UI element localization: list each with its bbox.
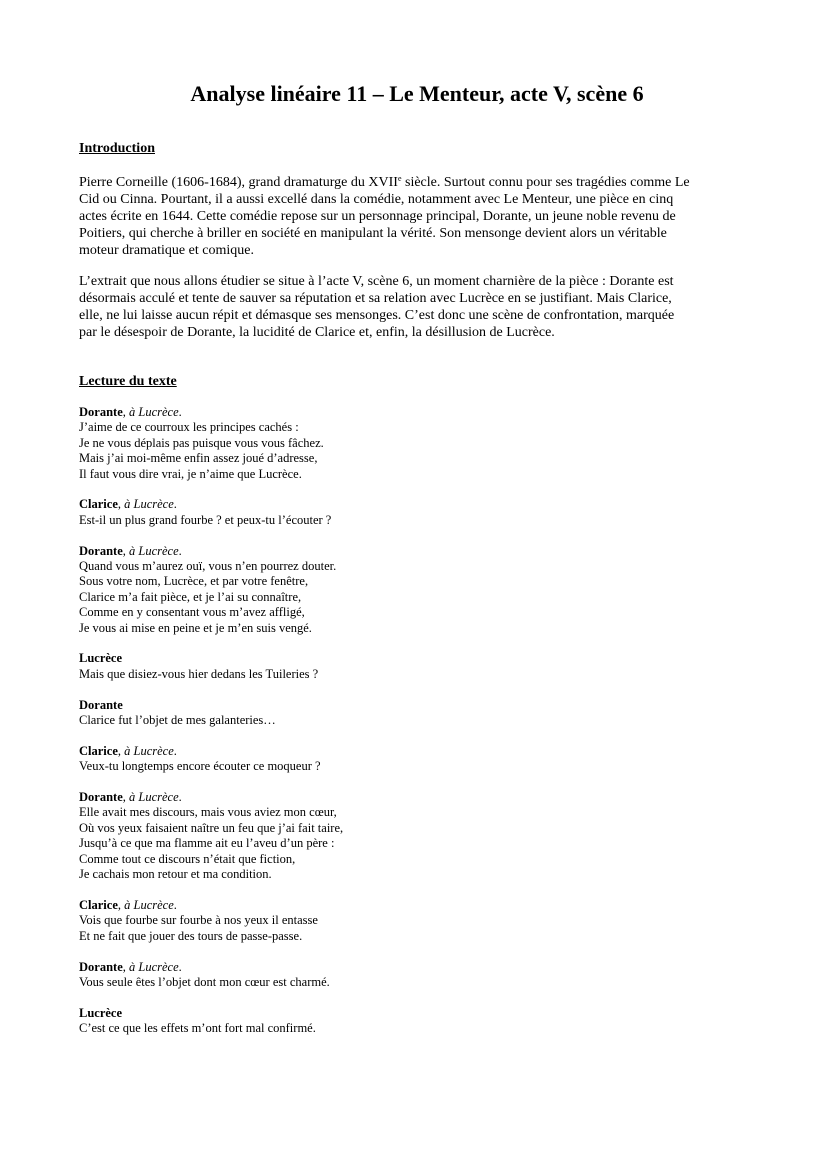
paragraph-line: par le désespoir de Dorante, la lucidité de Clarice et, enfin, la désillusion de Lucrèce. — [79, 325, 555, 340]
tirade — [79, 698, 755, 729]
play-excerpt — [79, 405, 755, 1052]
introduction-heading: Introduction — [79, 141, 155, 156]
verse-line: J’aime de ce courroux les principes cachés : — [79, 420, 299, 435]
stage-direction: à Lucrèce — [129, 790, 179, 805]
speaker-name: Dorante — [79, 697, 123, 712]
paragraph-line — [79, 174, 755, 191]
introduction-paragraph-2 — [79, 273, 755, 341]
verse-line: Jusqu’à ce que ma flamme ait eu l’aveu d’un père : — [79, 836, 335, 851]
stage-direction: à Lucrèce — [129, 959, 179, 974]
verse-line: Est-il un plus grand fourbe ? et peux-tu l’écouter ? — [79, 512, 332, 527]
speaker-line — [79, 1006, 755, 1021]
verse-line: Sous votre nom, Lucrèce, et par votre fenêtre, — [79, 574, 309, 589]
speaker-name: Dorante — [79, 405, 123, 419]
paragraph-text: siècle. Surtout connu pour ses tragédies comme Le — [401, 175, 690, 190]
speaker-name: Clarice — [79, 897, 118, 912]
paragraph-line: désormais acculé et tente de sauver sa réputation et sa relation avec Lucrèce en se justifiant. Mais Clarice, — [79, 291, 672, 306]
verse-line: Vous seule êtes l’objet dont mon cœur est charmé. — [79, 974, 330, 989]
verse-line: Clarice fut l’objet de mes galanteries… — [79, 713, 276, 728]
stage-direction: à Lucrèce — [124, 497, 174, 512]
speaker-line: Clarice, à Lucrèce. — [79, 743, 177, 758]
tirade — [79, 1006, 755, 1037]
verse-line: Quand vous m’aurez ouï, vous n’en pourrez douter. — [79, 559, 337, 574]
speaker-name: Dorante — [79, 543, 123, 558]
speaker-line: Dorante, à Lucrèce. — [79, 790, 182, 805]
speaker-name: Lucrèce — [79, 1005, 123, 1020]
speaker-name: Dorante — [79, 790, 123, 805]
verse-line: Je ne vous déplais pas puisque vous vous fâchez. — [79, 435, 324, 450]
speaker-line: Dorante, à Lucrèce. — [79, 543, 182, 558]
tirade — [79, 651, 755, 682]
verse-line: Veux-tu longtemps encore écouter ce moqueur ? — [79, 759, 321, 774]
verse-line: Il faut vous dire vrai, je n’aime que Lucrèce. — [79, 466, 302, 481]
speaker-name: Lucrèce — [79, 651, 123, 666]
paragraph-line: moteur dramatique et comique. — [79, 243, 254, 258]
verse-line: Je vous ai mise en peine et je m’en suis vengé. — [79, 620, 312, 635]
speaker-name: Clarice — [79, 497, 118, 512]
superscript: e — [397, 174, 402, 183]
tirade — [79, 405, 755, 482]
verse-line: Comme en y consentant vous m’avez affligé, — [79, 605, 305, 620]
verse-line: Et ne fait que jouer des tours de passe-passe. — [79, 928, 303, 943]
tirade — [79, 898, 755, 944]
stage-direction: à Lucrèce — [124, 897, 174, 912]
verse-line: Clarice m’a fait pièce, et je l’ai su connaître, — [79, 589, 302, 604]
tirade — [79, 497, 755, 528]
paragraph-line: L’extrait que nous allons étudier se situe à l’acte V, scène 6, un moment charnière de la pièce : Dorante est — [79, 274, 674, 289]
paragraph-text: Pierre Corneille (1606-1684), grand dramaturge du XVII — [79, 175, 398, 190]
speaker-line: Clarice, à Lucrèce. — [79, 497, 177, 512]
paragraph-line: actes écrite en 1644. Cette comédie repose sur un personnage principal, Dorante, un jeune noble revenu de — [79, 209, 676, 224]
verse-line: Elle avait mes discours, mais vous aviez mon cœur, — [79, 805, 337, 820]
tirade — [79, 790, 755, 882]
paragraph-line: Poitiers, qui cherche à briller en société en manipulant la vérité. Son mensonge devient alors un véritable — [79, 226, 667, 241]
speaker-line: Dorante, à Lucrèce. — [79, 405, 182, 419]
verse-line: Vois que fourbe sur fourbe à nos yeux il entasse — [79, 913, 318, 928]
speaker-line: Clarice, à Lucrèce. — [79, 897, 177, 912]
verse-line: C’est ce que les effets m’ont fort mal confirmé. — [79, 1021, 316, 1036]
speaker-line: Dorante, à Lucrèce. — [79, 959, 182, 974]
speaker-line — [79, 698, 755, 713]
verse-line: Où vos yeux faisaient naître un feu que j’ai fait taire, — [79, 820, 344, 835]
tirade — [79, 544, 755, 636]
tirade — [79, 744, 755, 775]
verse-line: Je cachais mon retour et ma condition. — [79, 867, 272, 882]
reading-heading: Lecture du texte — [79, 374, 177, 389]
stage-direction: à Lucrèce — [129, 405, 179, 419]
speaker-name: Clarice — [79, 743, 118, 758]
page-title: Analyse linéaire 11 – Le Menteur, acte V, scène 6 — [190, 81, 644, 106]
speaker-name: Dorante — [79, 959, 123, 974]
tirade — [79, 960, 755, 991]
verse-line: Mais j’ai moi-même enfin assez joué d’adresse, — [79, 451, 318, 466]
stage-direction: à Lucrèce — [129, 543, 179, 558]
paragraph-line: Cid ou Cinna. Pourtant, il a aussi excellé dans la comédie, notamment avec Le Menteur, une pièce en cinq — [79, 192, 674, 207]
stage-direction: à Lucrèce — [124, 743, 174, 758]
paragraph-line: elle, ne lui laisse aucun répit et démasque ses mensonges. C’est donc une scène de confrontation, marquée — [79, 308, 675, 323]
speaker-line — [79, 651, 755, 666]
introduction-paragraph-1 — [79, 174, 755, 259]
verse-line: Mais que disiez-vous hier dedans les Tuileries ? — [79, 666, 319, 681]
verse-line: Comme tout ce discours n’était que fiction, — [79, 851, 296, 866]
